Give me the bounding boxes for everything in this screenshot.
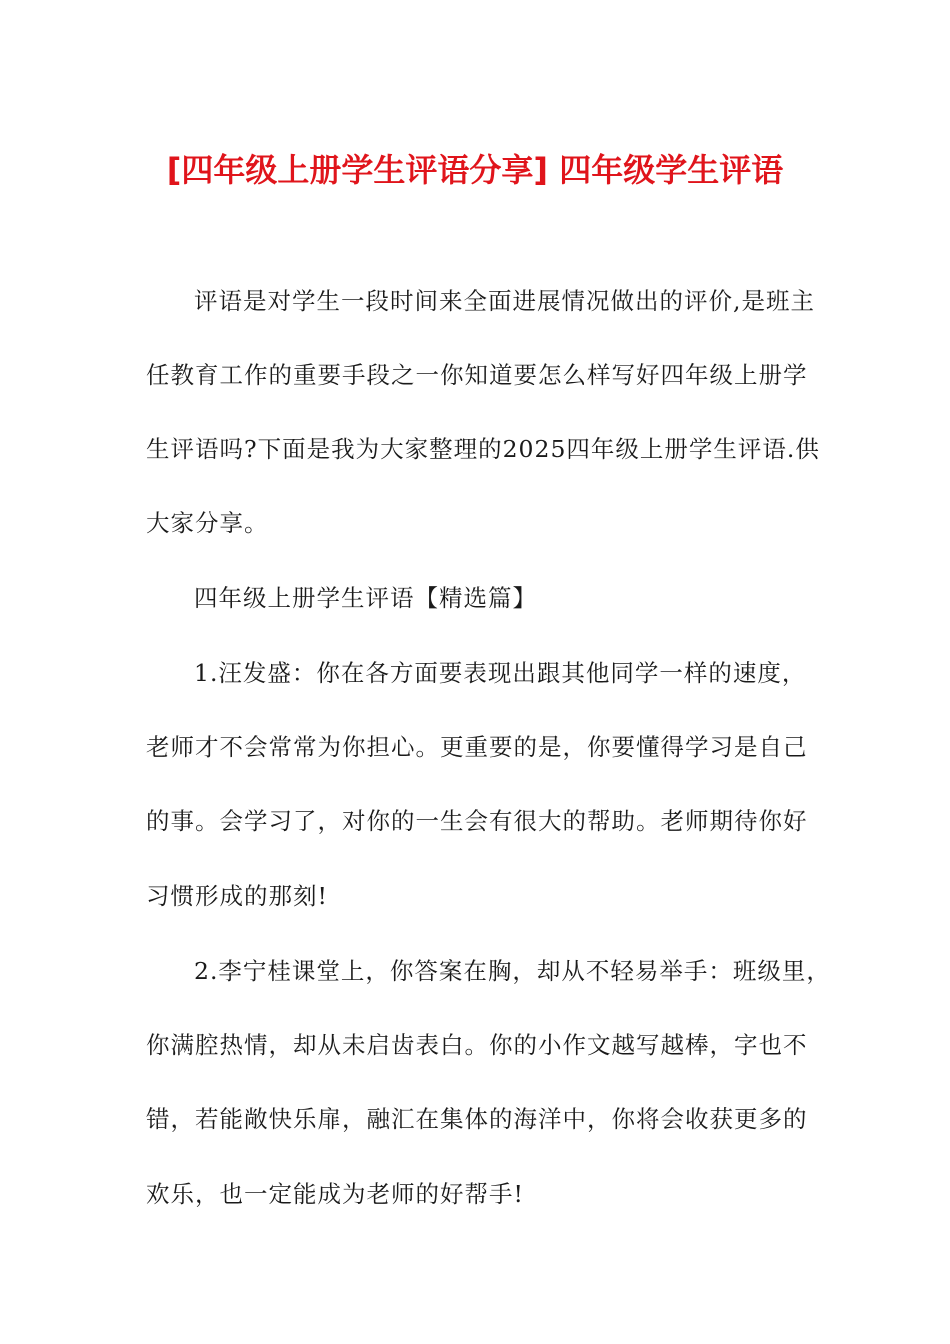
comment-2-line-2: 你满腔热情，却从未启齿表白。你的小作文越写越棒，字也不 [146,1031,808,1059]
paragraph-1-line-3: 生评语吗?下面是我为大家整理的2025四年级上册学生评语.供 [146,435,820,463]
comment-1-line-3: 的事。会学习了，对你的一生会有很大的帮助。老师期待你好 [146,807,808,835]
paragraph-1-line-4: 大家分享。 [146,509,269,537]
paragraph-1-line-1: 评语是对学生一段时间来全面进展情况做出的评价,是班主 [194,287,815,315]
comment-1-line-4: 习惯形成的那刻! [146,882,328,910]
comment-2-line-3: 错，若能敞快乐扉，融汇在集体的海洋中，你将会收获更多的 [146,1105,808,1133]
comment-1-line-2: 老师才不会常常为你担心。更重要的是，你要懂得学习是自己 [146,733,808,761]
document-title: [四年级上册学生评语分享] 四年级学生评语 [166,151,784,189]
comment-2-line-1: 2.李宁桂课堂上，你答案在胸，却从不轻易举手：班级里， [194,957,831,985]
comment-1-line-1: 1.汪发盛：你在各方面要表现出跟其他同学一样的速度， [194,659,807,687]
comment-2-line-4: 欢乐，也一定能成为老师的好帮手! [146,1180,524,1208]
section-heading: 四年级上册学生评语【精选篇】 [194,584,537,612]
paragraph-1-line-2: 任教育工作的重要手段之一你知道要怎么样写好四年级上册学 [146,361,808,389]
